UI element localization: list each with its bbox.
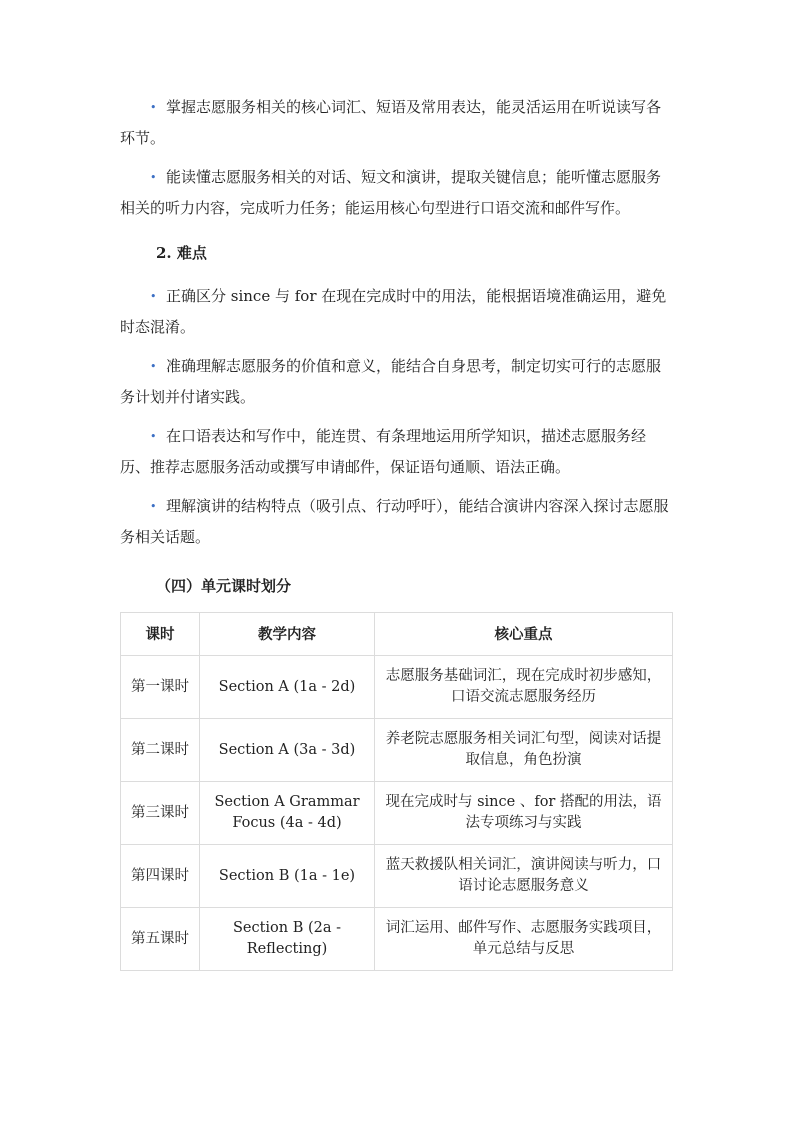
difficulty-paragraph xyxy=(120,421,672,483)
difficulty-heading: 2. 难点 xyxy=(156,244,207,262)
period-cell: 第五课时 xyxy=(121,908,200,971)
section-title: （四）单元课时划分 xyxy=(156,577,292,595)
header-cell-focus: 核心重点 xyxy=(375,613,673,656)
paragraph-text: 在口语表达和写作中，能连贯、有条理地运用所学知识，描述志愿服务经历、推荐志愿服务活动或撰写申请邮件，保证语句通顺、语法正确。 xyxy=(120,427,647,476)
document-body xyxy=(120,92,672,971)
bullet-icon: • xyxy=(150,101,157,114)
objective-paragraph xyxy=(120,92,672,154)
bullet-icon: • xyxy=(150,500,157,513)
difficulty-paragraph xyxy=(120,281,672,343)
content-cell: Section A (1a - 2d) xyxy=(200,656,375,719)
focus-cell: 词汇运用、邮件写作、志愿服务实践项目，单元总结与反思 xyxy=(375,908,673,971)
difficulty-paragraph xyxy=(120,491,672,553)
focus-cell: 现在完成时与 since 、for 搭配的用法，语法专项练习与实践 xyxy=(375,782,673,845)
period-cell: 第一课时 xyxy=(121,656,200,719)
header-cell-content: 教学内容 xyxy=(200,613,375,656)
objective-paragraph xyxy=(120,162,672,224)
focus-cell: 蓝天救援队相关词汇，演讲阅读与听力，口语讨论志愿服务意义 xyxy=(375,845,673,908)
paragraph-text: 正确区分 since 与 for 在现在完成时中的用法，能根据语境准确运用，避免时态混淆。 xyxy=(120,287,667,336)
focus-cell: 志愿服务基础词汇，现在完成时初步感知，口语交流志愿服务经历 xyxy=(375,656,673,719)
content-cell: Section B (1a - 1e) xyxy=(200,845,375,908)
focus-cell: 养老院志愿服务相关词汇句型，阅读对话提取信息，角色扮演 xyxy=(375,719,673,782)
period-cell: 第三课时 xyxy=(121,782,200,845)
table-row xyxy=(121,719,673,782)
table-row xyxy=(121,845,673,908)
period-cell: 第四课时 xyxy=(121,845,200,908)
table-row xyxy=(121,656,673,719)
bullet-icon: • xyxy=(150,430,157,443)
table-row xyxy=(121,782,673,845)
difficulty-paragraph xyxy=(120,351,672,413)
content-cell: Section A (3a - 3d) xyxy=(200,719,375,782)
table-row xyxy=(121,908,673,971)
bullet-icon: • xyxy=(150,290,157,303)
paragraph-text: 理解演讲的结构特点（吸引点、行动呼吁），能结合演讲内容深入探讨志愿服务相关话题。 xyxy=(120,497,669,546)
content-cell: Section A Grammar Focus (4a - 4d) xyxy=(200,782,375,845)
table-header-row xyxy=(121,613,673,656)
content-cell: Section B (2a - Reflecting) xyxy=(200,908,375,971)
bullet-icon: • xyxy=(150,171,157,184)
header-cell-period: 课时 xyxy=(121,613,200,656)
paragraph-text: 掌握志愿服务相关的核心词汇、短语及常用表达，能灵活运用在听说读写各环节。 xyxy=(120,98,662,147)
paragraph-text: 准确理解志愿服务的价值和意义，能结合自身思考，制定切实可行的志愿服务计划并付诸实践。 xyxy=(120,357,662,406)
period-cell: 第二课时 xyxy=(121,719,200,782)
paragraph-text: 能读懂志愿服务相关的对话、短文和演讲，提取关键信息；能听懂志愿服务相关的听力内容，完成听力任务；能运用核心句型进行口语交流和邮件写作。 xyxy=(120,168,662,217)
lesson-plan-table xyxy=(120,612,673,971)
bullet-icon: • xyxy=(150,360,157,373)
